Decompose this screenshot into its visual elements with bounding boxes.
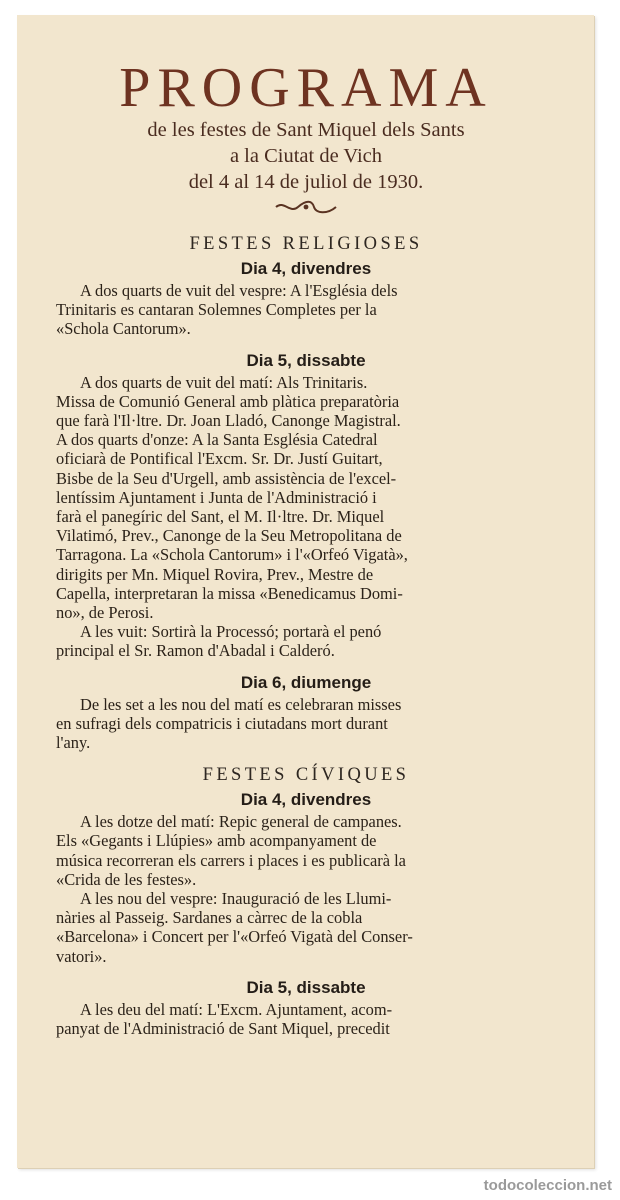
- subtitle-line: de les festes de Sant Miquel dels Sants: [147, 119, 465, 141]
- paragraph: A les nou del vespre: Inauguració de les Llumi- nàries al Passeig. Sardanes a càrrec de la cobla «Barcelona» i Concert per l'«Orfeó Vigatà del Conser- vatori».: [56, 889, 413, 966]
- paragraph: A dos quarts de vuit del vespre: A l'Església dels Trinitaris es cantaran Solemnes Completes per la «Schola Cantorum».: [56, 281, 398, 339]
- paragraph: A les deu del matí: L'Excm. Ajuntament, acom- panyat de l'Administració de Sant Miquel, precedit: [56, 999, 393, 1039]
- subtitle-line: del 4 al 14 de juliol de 1930.: [188, 171, 424, 193]
- paragraph: De les set a les nou del matí es celebraran misses en sufragi dels compatricis i ciutadans mort durant l'any.: [56, 694, 402, 753]
- day-heading: Dia 6, diumenge: [240, 672, 372, 692]
- paragraph: A dos quarts de vuit del matí: Als Trinitaris. Missa de Comunió General amb plàtica preparatòria que farà l'Il·ltre. Dr. Joan Lladó, Canonge Magistral. A dos quarts d'onze: A la Santa Església Catedral oficiarà de Pontifical l'Excm. Sr. Dr. Justí Guitart, Bisbe de la Seu d'Urgell, amb assistència de l'excel- lentíssim Ajuntament i Junta de l'Administració i farà el panegíric del Sant, el M. Il·ltre. Dr. Miquel Vilatimó, Prev., Canonge de la Seu Metropolitana de Tarragona. La «Schola Cantorum» i l'«Orfeó Vigatà», dirigits per Mn. Miquel Rovira, Prev., Mestre de Capella, interpretaran la missa «Benedicamus Domi- no», de Perosi.: [56, 372, 408, 623]
- program-title: PROGRAMA: [119, 57, 493, 119]
- day-heading: Dia 5, dissabte: [246, 977, 366, 997]
- paragraph: A les vuit: Sortirà la Processó; portarà el penó principal el Sr. Ramon d'Abadal i Calderó.: [56, 622, 382, 661]
- day-heading: Dia 4, divendres: [240, 790, 372, 810]
- ornament-icon: [56, 199, 556, 219]
- section-heading-civic: FESTES CÍVIQUES: [202, 765, 410, 786]
- subtitle-line: a la Ciutat de Vich: [229, 145, 383, 167]
- day-heading: Dia 5, dissabte: [246, 350, 366, 370]
- section-heading-religious: FESTES RELIGIOSES: [189, 234, 423, 254]
- paragraph: A les dotze del matí: Repic general de campanes. Els «Gegants i Llúpies» amb acompanyament de música recorreran els carrers i places i es publicarà la «Crida de les festes».: [56, 812, 406, 889]
- watermark: todocoleccion.net: [483, 1177, 612, 1194]
- day-heading: Dia 4, divendres: [240, 259, 372, 278]
- program-sheet: [17, 15, 594, 1168]
